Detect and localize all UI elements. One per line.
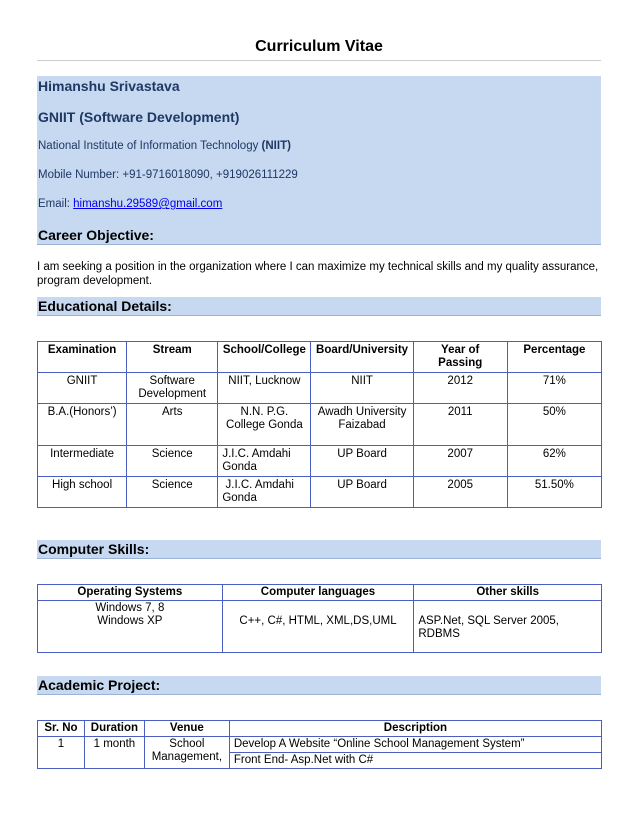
description-cell: Develop A Website “Online School Management System” (229, 737, 601, 753)
skills-header-row (38, 585, 602, 601)
education-heading: Educational Details: (38, 298, 172, 314)
skills-table (37, 584, 602, 653)
project-heading: Academic Project: (38, 677, 161, 693)
col-description: Description (229, 721, 601, 737)
cell: 2005 (413, 477, 507, 508)
duration-cell: 1 month (84, 737, 144, 769)
cell: B.A.(Honors’) (38, 404, 127, 446)
table-row (38, 404, 602, 446)
program-name: GNIIT (Software Development) (38, 109, 240, 125)
cell: N.N. P.G. College Gonda (218, 404, 311, 446)
col-board: Board/University (311, 342, 413, 373)
institute-abbr: (NIIT) (261, 140, 291, 152)
cv-title: Curriculum Vitae (255, 38, 383, 55)
institute-line (38, 140, 291, 152)
email-link[interactable]: himanshu.29589@gmail.com (73, 198, 223, 210)
mobile-number: Mobile Number: +91-9716018090, +919026111229 (38, 169, 298, 181)
career-objective-text: I am seeking a position in the organization where I can maximize my technical skills and my quality assurance, program development. (37, 261, 599, 287)
education-table (37, 341, 602, 508)
education-header-row (38, 342, 602, 373)
institute-name: National Institute of Information Technology (38, 140, 259, 152)
cell: 2007 (413, 446, 507, 477)
col-venue: Venue (144, 721, 229, 737)
col-school: School/College (218, 342, 311, 373)
cell: High school (38, 477, 127, 508)
other-skills-cell: ASP.Net, SQL Server 2005, RDBMS (414, 601, 602, 653)
cell: Awadh University Faizabad (311, 404, 413, 446)
description-cell: Front End- Asp.Net with C# (229, 753, 601, 769)
col-duration: Duration (84, 721, 144, 737)
table-row (38, 737, 602, 753)
cell: 62% (507, 446, 601, 477)
col-percentage: Percentage (507, 342, 601, 373)
cell: 50% (507, 404, 601, 446)
project-table (37, 720, 602, 769)
col-sr-no: Sr. No (38, 721, 85, 737)
email-label: Email: (38, 198, 70, 210)
cell: J.I.C. Amdahi Gonda (218, 446, 311, 477)
col-year: Year of Passing (413, 342, 507, 373)
col-other-skills: Other skills (414, 585, 602, 601)
career-heading: Career Objective: (38, 227, 154, 243)
sr-cell: 1 (38, 737, 85, 769)
cell: 2012 (413, 373, 507, 404)
skills-heading: Computer Skills: (38, 541, 150, 557)
table-row (38, 446, 602, 477)
cell: 2011 (413, 404, 507, 446)
cell: NIIT, Lucknow (218, 373, 311, 404)
project-header-row (38, 721, 602, 737)
cell: UP Board (311, 477, 413, 508)
header-panel (37, 76, 601, 244)
col-examination: Examination (38, 342, 127, 373)
cell: Software Development (127, 373, 218, 404)
cell: J.I.C. Amdahi Gonda (218, 477, 311, 508)
cell: Arts (127, 404, 218, 446)
cell: 71% (507, 373, 601, 404)
col-operating-systems: Operating Systems (38, 585, 223, 601)
cell: GNIIT (38, 373, 127, 404)
cell: Intermediate (38, 446, 127, 477)
cell: UP Board (311, 446, 413, 477)
table-row (38, 601, 602, 653)
candidate-name: Himanshu Srivastava (38, 78, 180, 94)
cell: Science (127, 477, 218, 508)
cell: NIIT (311, 373, 413, 404)
email-line (38, 198, 222, 210)
cell: 51.50% (507, 477, 601, 508)
col-stream: Stream (127, 342, 218, 373)
table-row (38, 373, 602, 404)
col-computer-languages: Computer languages (222, 585, 414, 601)
cell: Science (127, 446, 218, 477)
title-divider (37, 60, 601, 61)
table-row (38, 477, 602, 508)
os-cell: Windows 7, 8 Windows XP (38, 601, 223, 653)
languages-cell: C++, C#, HTML, XML,DS,UML (222, 601, 414, 653)
venue-cell: School Management, (144, 737, 229, 769)
